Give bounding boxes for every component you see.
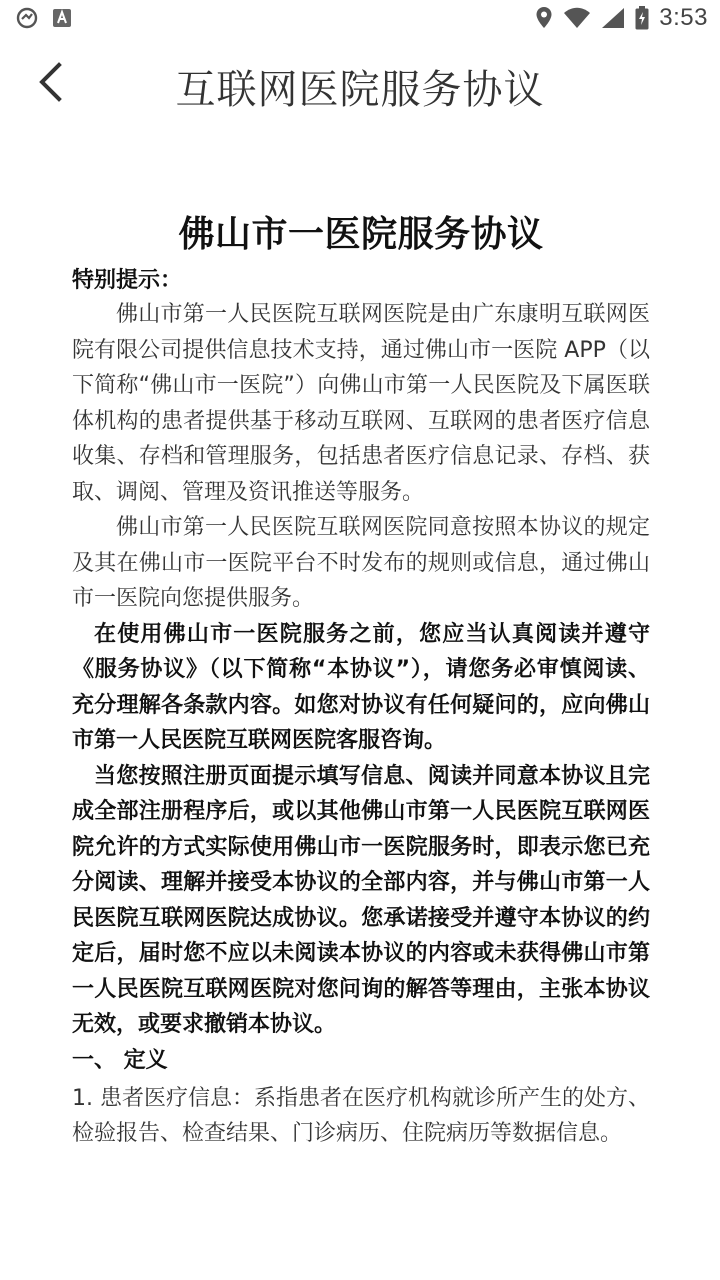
- app-header: [0, 36, 720, 130]
- consent-paragraph: 当您按照注册页面提示填写信息、阅读并同意本协议且完成全部注册程序后，或以其他佛山市第一人民医院互联网医院允许的方式实际使用佛山市一医院服务时，即表示您已充分阅读、理解并接受本协议的全部内容，并与佛山市第一人民医院互联网医院达成协议。您承诺接受并遵守本协议的约定后，届时您不应以未阅读本协议的内容或未获得佛山市第一人民医院互联网医院对您问询的解答等理由，主张本协议无效，或要求撤销本协议。: [72, 763, 650, 1037]
- status-bar: [0, 0, 720, 36]
- page-title: 互联网医院服务协议: [175, 67, 545, 113]
- status-right-icons: [535, 4, 708, 32]
- service-paragraph: 佛山市第一人民医院互联网医院同意按照本协议的规定及其在佛山市一医院平台不时发布的规则或信息，通过佛山市一医院向您提供服务。: [72, 515, 650, 611]
- document-title: 佛山市一医院服务协议: [178, 214, 544, 255]
- location-icon: [535, 6, 553, 30]
- wifi-icon: [563, 7, 591, 29]
- status-left-icons: [16, 7, 72, 29]
- intro-paragraph: 佛山市第一人民医院互联网医院是由广东康明互联网医院有限公司提供信息技术支持，通过佛山市一医院 APP（以下简称“佛山市一医院”）向佛山市第一人民医院及下属医联体机构的患者提供基于移动互联网、互联网的患者医疗信息收集、存档和管理服务，包括患者医疗信息记录、存档、获取、调阅、管理及资讯推送等服务。: [72, 302, 650, 505]
- cell-signal-icon: [601, 7, 625, 29]
- sync-icon: [16, 7, 38, 29]
- definition-item: 1. 患者医疗信息：系指患者在医疗机构就诊所产生的处方、检验报告、检查结果、门诊病历、住院病历等数据信息。: [72, 1085, 650, 1146]
- status-time: 3:53: [659, 4, 708, 31]
- battery-icon: [635, 6, 649, 30]
- read-notice-paragraph: 在使用佛山市一医院服务之前，您应当认真阅读并遵守《服务协议》（以下简称“本协议”），请您务必审慎阅读、充分理解各条款内容。如您对协议有任何疑问的，应向佛山市第一人民医院互联网医院客服咨询。: [72, 621, 650, 753]
- notice-label: 特别提示：: [72, 268, 183, 293]
- font-app-icon: [52, 8, 72, 28]
- section-heading-definitions: 一、 定义: [72, 1047, 168, 1073]
- agreement-content: [72, 200, 650, 1152]
